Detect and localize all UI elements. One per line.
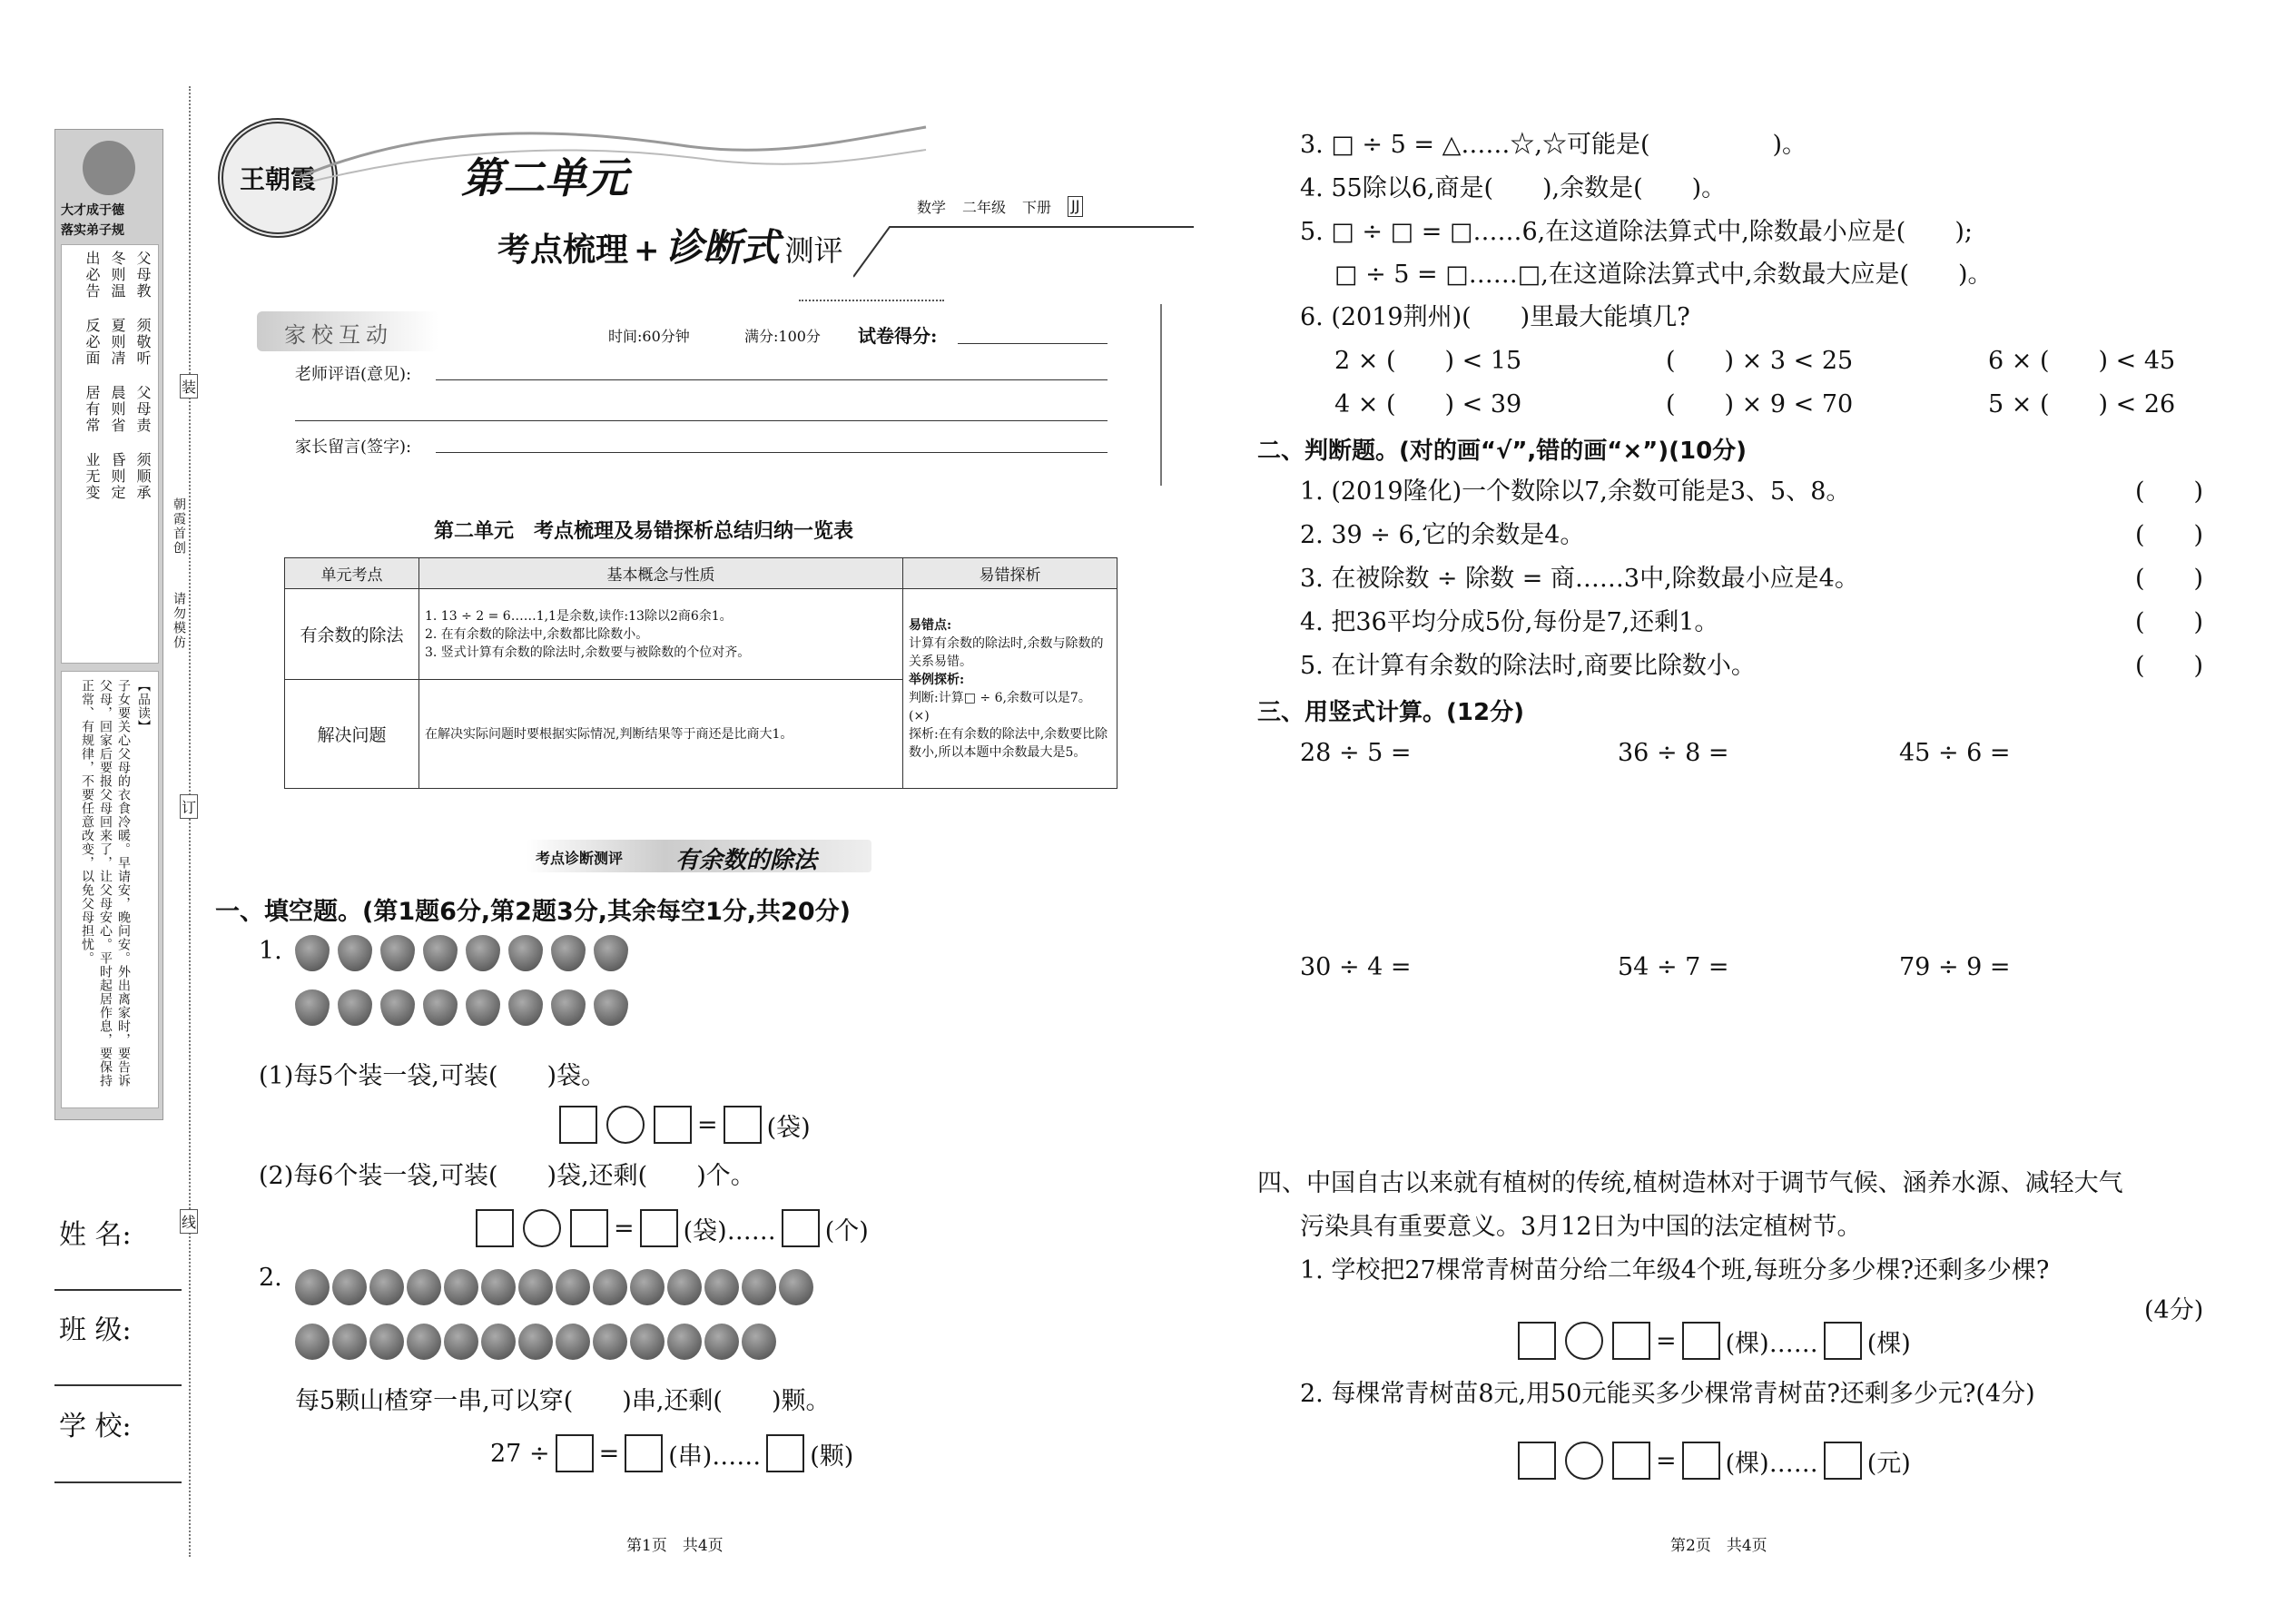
answer-box[interactable] [1612, 1322, 1650, 1360]
q6-item: 6 × ( ) < 45 [1988, 347, 2176, 375]
answer-box[interactable] [1682, 1322, 1720, 1360]
hawthorn-icon [556, 1269, 590, 1305]
answer-box[interactable] [1518, 1442, 1556, 1480]
hawthorn-icon [518, 1324, 553, 1360]
hawthorn-icon [742, 1269, 776, 1305]
full-score-label: 满分:100分 [744, 328, 821, 345]
pear-icon [594, 935, 628, 971]
q5a-text: 5. □ ÷ □ = □……6,在这道除法算式中,除数最小应是( ); [1300, 218, 1973, 246]
hawthorn-icon [742, 1324, 776, 1360]
q6-item: ( ) × 9 < 70 [1666, 390, 1854, 418]
pear-icon [295, 935, 330, 971]
hawthorn-row [295, 1324, 779, 1363]
subtitle: 考点梳理 + 诊断式 测评 [497, 225, 843, 270]
judge-item: 2. 39 ÷ 6,它的余数是4。 [1300, 521, 1585, 549]
pear-icon [338, 935, 372, 971]
hawthorn-icon [704, 1269, 739, 1305]
hawthorn-icon [332, 1269, 367, 1305]
teacher-line-2[interactable] [295, 420, 1108, 421]
read-text-short [65, 536, 153, 654]
pear-icon [551, 989, 586, 1026]
pear-row [295, 989, 636, 1029]
poem-col: 反必面 [84, 318, 101, 367]
box-frame [1153, 304, 1162, 486]
hawthorn-icon [407, 1324, 441, 1360]
table-header: 易错探析 [903, 558, 1117, 589]
answer-box[interactable] [1682, 1442, 1720, 1480]
pear-icon [594, 989, 628, 1026]
judge-item: 5. 在计算有余数的除法时,商要比除数小。 [1300, 652, 1756, 680]
pear-icon [380, 989, 415, 1026]
pear-icon [466, 935, 500, 971]
operator-circle[interactable] [1565, 1442, 1603, 1480]
answer-box[interactable] [625, 1434, 663, 1472]
q6-item: 4 × ( ) < 39 [1334, 390, 1522, 418]
poem-col: 父母责 [134, 385, 152, 434]
operator-circle[interactable] [1565, 1322, 1603, 1360]
hawthorn-icon [630, 1269, 665, 1305]
hawthorn-icon [667, 1269, 702, 1305]
score-line[interactable] [958, 343, 1108, 344]
answer-box[interactable] [476, 1209, 514, 1247]
poem-col: 晨则省 [109, 385, 126, 434]
q6-item: ( ) × 3 < 25 [1666, 347, 1854, 375]
summary-title: 第二单元 考点梳理及易错探析总结归纳一览表 [434, 519, 854, 543]
hawthorn-icon [295, 1269, 330, 1305]
name-line[interactable] [54, 1289, 182, 1291]
class-label: 班 级: [59, 1314, 132, 1346]
warn-text: 朝霞首创 [172, 497, 186, 556]
p4q1-text: 1. 学校把27棵常青树苗分给二年级4个班,每班分多少棵?还剩多少棵? [1300, 1256, 2050, 1284]
side-strip [54, 129, 163, 1120]
answer-box[interactable] [570, 1209, 608, 1247]
q6-item: 2 × ( ) < 15 [1334, 347, 1522, 375]
hawthorn-icon [332, 1324, 367, 1360]
answer-box[interactable] [556, 1434, 594, 1472]
q1b-equation: = (袋)…… (个) [472, 1209, 869, 1247]
pear-icon [423, 935, 458, 971]
section-banner: 考点诊断测评 有余数的除法 [527, 840, 871, 872]
judge-paren[interactable]: ( ) [2135, 608, 2204, 636]
part1-title: 一、填空题。(第1题6分,第2题3分,其余每空1分,共20分) [215, 898, 851, 926]
p4q1-equation: = (棵)…… (棵) [1514, 1322, 1911, 1360]
hawthorn-icon [518, 1269, 553, 1305]
answer-box[interactable] [724, 1106, 762, 1144]
class-line[interactable] [54, 1384, 182, 1386]
answer-box[interactable] [1612, 1442, 1650, 1480]
table-cell: 有余数的除法 [285, 589, 419, 680]
part2-title: 二、判断题。(对的画“√”,错的画“×”)(10分) [1257, 438, 1748, 465]
answer-box[interactable] [1824, 1442, 1862, 1480]
hawthorn-icon [556, 1324, 590, 1360]
q4-text: 4. 55除以6,商是( ),余数是( )。 [1300, 174, 1727, 202]
operator-circle[interactable] [523, 1209, 561, 1247]
pear-icon [380, 935, 415, 971]
q1a-text: (1)每5个装一袋,可装( )袋。 [259, 1062, 606, 1090]
q1-number: 1. [259, 937, 282, 965]
score-label: 试卷得分: [858, 325, 938, 347]
table-cell: 易错点: 计算有余数的除法时,余数与除数的关系易错。 举例探析: 判断:计算□ ÷ 6,余数可以是7。(×) 探析:在有余数的除法中,余数要比除数小,所以本题中余数最大是5。 [903, 589, 1117, 789]
poem-col: 冬则温 [109, 251, 126, 300]
p4q2-text: 2. 每棵常青树苗8元,用50元能买多少棵常青树苗?还剩多少元?(4分) [1300, 1380, 2035, 1408]
hawthorn-icon [295, 1324, 330, 1360]
footer-left: 第1页 共4页 [626, 1537, 724, 1555]
calc-item: 28 ÷ 5 = [1300, 739, 1412, 767]
poem-col: 居有常 [84, 385, 101, 434]
poem-col: 昏则定 [109, 452, 126, 501]
answer-box[interactable] [640, 1209, 678, 1247]
q1a-equation: = (袋) [556, 1106, 811, 1144]
p4q1-score: (4分) [2144, 1296, 2204, 1324]
hawthorn-icon [593, 1269, 627, 1305]
calc-item: 30 ÷ 4 = [1300, 953, 1412, 981]
school-label: 学 校: [59, 1411, 132, 1442]
school-line[interactable] [54, 1481, 182, 1483]
poem-col: 须顺承 [134, 452, 152, 501]
pear-icon [338, 989, 372, 1026]
hawthorn-icon [369, 1324, 404, 1360]
pear-icon [508, 989, 543, 1026]
hawthorn-icon [444, 1269, 478, 1305]
table-cell: 1. 13 ÷ 2 = 6……1,1是余数,读作:13除以2商6余1。 2. 在有余数的除法中,余数都比除数小。 3. 竖式计算有余数的除法时,余数要与被除数的个位对齐。 [419, 589, 903, 680]
teacher-line[interactable] [436, 379, 1108, 380]
judge-item: 4. 把36平均分成5份,每份是7,还剩1。 [1300, 608, 1719, 636]
table-cell: 解决问题 [285, 680, 419, 789]
judge-item: 1. (2019隆化)一个数除以7,余数可能是3、5、8。 [1300, 477, 1851, 506]
poem-col: 须敬听 [134, 318, 152, 367]
hawthorn-icon [593, 1324, 627, 1360]
operator-circle[interactable] [606, 1106, 645, 1144]
dot-rule [799, 300, 944, 301]
cut-mark: 订 [180, 794, 198, 819]
cut-line [189, 86, 191, 1557]
answer-box[interactable] [766, 1434, 804, 1472]
judge-paren[interactable]: ( ) [2135, 477, 2204, 506]
judge-item: 3. 在被除数 ÷ 除数 = 商……3中,除数最小应是4。 [1300, 565, 1859, 593]
poem-col: 业无变 [84, 452, 101, 501]
poem-box [61, 244, 159, 664]
read-label: 【品读】 [136, 679, 151, 733]
teacher-label: 老师评语(意见): [295, 365, 412, 384]
cut-mark: 装 [180, 374, 198, 399]
read-box [61, 671, 159, 1108]
calc-item: 54 ÷ 7 = [1618, 953, 1729, 981]
calc-item: 36 ÷ 8 = [1618, 739, 1729, 767]
hawthorn-icon [779, 1269, 813, 1305]
book-tags: 数学 二年级 下册 JJ [917, 196, 1083, 217]
pear-icon [423, 989, 458, 1026]
hawthorn-icon [369, 1269, 404, 1305]
hawthorn-icon [667, 1324, 702, 1360]
hawthorn-icon [407, 1269, 441, 1305]
judge-paren[interactable]: ( ) [2135, 521, 2204, 549]
pear-row [295, 935, 636, 975]
name-label: 姓 名: [59, 1219, 132, 1251]
part3-title: 三、用竖式计算。(12分) [1257, 699, 1524, 726]
judge-paren[interactable]: ( ) [2135, 652, 2204, 680]
q6-item: 5 × ( ) < 26 [1988, 390, 2176, 418]
child-reading-icon [83, 141, 135, 195]
q3-text: 3. □ ÷ 5 = △……☆,☆可能是( )。 [1300, 131, 1807, 159]
warn-text: 请勿模仿 [172, 592, 186, 650]
hawthorn-icon [481, 1324, 516, 1360]
cut-mark: 线 [180, 1209, 198, 1234]
q2-equation: 27 ÷ = (串)…… (颗) [490, 1434, 853, 1472]
poem-col: 出必告 [84, 251, 101, 300]
hawthorn-icon [444, 1324, 478, 1360]
q2-text: 每5颗山楂穿一串,可以穿( )串,还剩( )颗。 [295, 1387, 831, 1415]
pear-icon [466, 989, 500, 1026]
poem-col: 夏则凊 [109, 318, 126, 367]
answer-box[interactable] [654, 1106, 692, 1144]
unit-title: 第二单元 [461, 153, 628, 202]
calc-item: 79 ÷ 9 = [1899, 953, 2011, 981]
parent-label: 家长留言(签字): [295, 438, 412, 457]
p4q2-equation: = (棵)…… (元) [1514, 1442, 1911, 1480]
read-text: 子女要关心父母的衣食冷暖。早请安，晚问安。外出离家时，要告诉父母，回家后要报父母回来了，让父母安心。平时起居作息，要保持正常、有规律，不要任意改变，以免父母担忧。 [80, 679, 131, 1088]
part4-intro: 四、中国自古以来就有植树的传统,植树造林对于调节气候、涵养水源、减轻大气 [1257, 1169, 2123, 1197]
q2-number: 2. [259, 1264, 282, 1292]
hawthorn-icon [630, 1324, 665, 1360]
hawthorn-row [295, 1269, 816, 1309]
part4-intro: 污染具有重要意义。3月12日为中国的法定植树节。 [1300, 1213, 1862, 1241]
pear-icon [295, 989, 330, 1026]
footer-right: 第2页 共4页 [1670, 1537, 1767, 1555]
q6-text: 6. (2019荆州)( )里最大能填几? [1300, 303, 1690, 331]
parent-line[interactable] [436, 452, 1108, 453]
q5b-text: □ ÷ 5 = □……□,在这道除法算式中,余数最大应是( )。 [1334, 261, 1993, 289]
time-label: 时间:60分钟 [608, 328, 690, 345]
judge-paren[interactable]: ( ) [2135, 565, 2204, 593]
calc-item: 45 ÷ 6 = [1899, 739, 2011, 767]
table-header: 单元考点 [285, 558, 419, 589]
poem-col: 父母教 [134, 251, 152, 300]
motto-bottom: 落实弟子规 [61, 223, 124, 238]
answer-box[interactable] [1824, 1322, 1862, 1360]
table-header: 基本概念与性质 [419, 558, 903, 589]
motto-top: 大才成于德 [61, 203, 124, 218]
answer-box[interactable] [782, 1209, 820, 1247]
answer-box[interactable] [1518, 1322, 1556, 1360]
hawthorn-icon [704, 1324, 739, 1360]
home-school-banner: 家校互动 [257, 311, 438, 351]
pear-icon [508, 935, 543, 971]
hawthorn-icon [481, 1269, 516, 1305]
answer-box[interactable] [559, 1106, 597, 1144]
logo-text: 王朝霞 [239, 164, 316, 194]
q1b-text: (2)每6个装一袋,可装( )袋,还剩( )个。 [259, 1162, 755, 1190]
summary-table [284, 557, 1117, 789]
pear-icon [551, 935, 586, 971]
table-cell: 在解决实际问题时要根据实际情况,判断结果等于商还是比商大1。 [419, 680, 903, 789]
